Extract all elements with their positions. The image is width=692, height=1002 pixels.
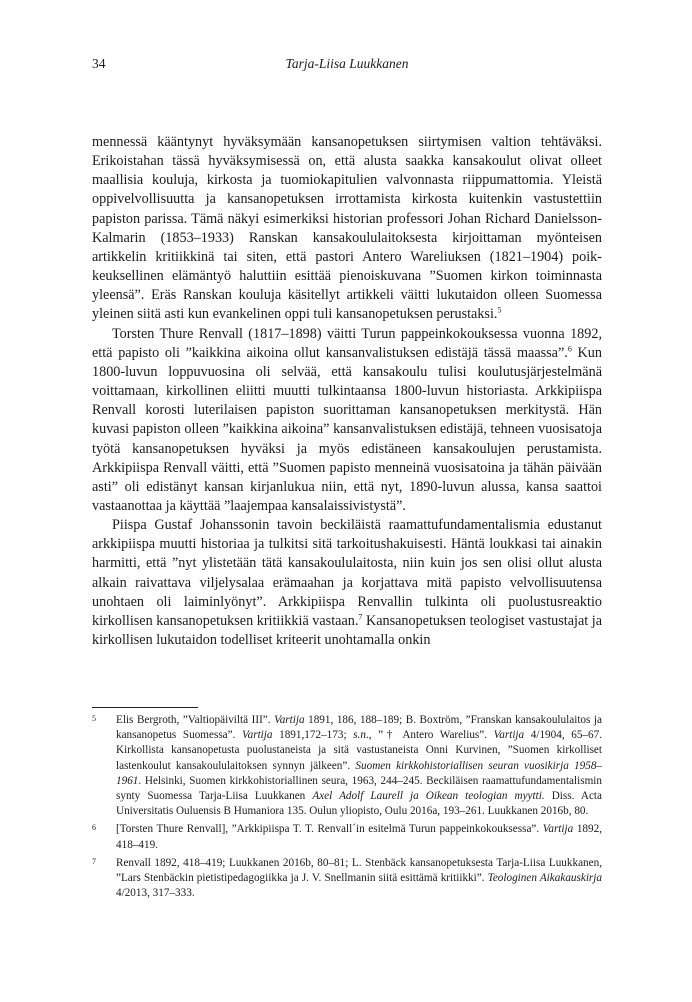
- footnotes: [92, 713, 602, 904]
- footnote: [92, 856, 602, 902]
- running-header: [92, 56, 602, 74]
- footnote: [92, 822, 602, 852]
- footnote-number: 6: [92, 823, 96, 833]
- body-text: [92, 133, 602, 650]
- page-number: 34: [92, 56, 106, 71]
- footnote-text: [Torsten Thure Renvall], ”Arkkipiispa T. T. Renvall´in esitelmä Turun pappeinkokouksessa”. Vartija 1892, 418–419.: [116, 823, 602, 851]
- running-title: Tarja-Liisa Luukkanen: [285, 56, 409, 71]
- footnote-divider: [92, 707, 198, 708]
- footnote-number: 5: [92, 714, 96, 723]
- footnote-ref[interactable]: 5: [497, 305, 502, 315]
- footnote-ref[interactable]: 6: [567, 343, 572, 353]
- paragraph: Torsten Thure Renvall (1817–1898) väitti Turun pappeinkokouksessa vuonna 1892, että papisto oli ”kaikkina aikoina ollut kansanvalistuksen edistäjä tässä maassa”.$^6$ Kun 1800-luvun loppuvuosina oli selvää, että kansakoulu tulisi koulutusjärjestelmänä voittamaan, kirkollinen eliitti muutti tulkintaansa 1800-luvun historiasta. Arkkipiispa Renvall korosti luterilaisen papiston suorittaman kansanopetuksen merkitystä. Hän kuvasi papiston olleen ”kaikkina aikoina” kansanvalistuksen edistäjä, tehneen vuosisatoja työtä kansanopetuksen hyväksi ja myös edistäneen kansakoulujen perustamista. Arkkipiispa Renvall väitti, että ”Suomen papisto menneinä vuosisatoina ja tähän päivään asti” oli edistänyt kansan kirjanlukua niin, että nyt, 1890-luvun alussa, kansa saattoi vastaanottaa ja käyttää ”laajempaa kansalaissivistystä”.: [92, 325, 602, 514]
- paragraph: mennessä kääntynyt hyväksymään kansanopetuksen siirtymisen valtion tehtäväksi. Erikoistahan tässä hyväksymisessä on, että alusta saakka kansakoulut olivat olleet maallisia kouluja, kirkosta ja tuomiokapitulien valvonnasta riippumattomia. Yleistä oppivelvollisuutta ja kansanopetuksen irrottamista kirkosta kuitenkin vastustettiin papiston parissa. Tämä näkyi esimerkiksi historian professori Johan Richard Danielsson-Kalmarin (1853–1933) Ranskan kansakoululaitoksesta kirjoittaman myönteisen artikkelin kritiikkinä tai siten, että pastori Antero Wareliuksen (1821–1904) poikkeuksellinen elämäntyö haluttiin esittää pienoiskuvana ”Suomen kirkon toiminnasta yleensä”. Eräs Ranskan kouluja käsitellyt artikkeli väitti lukutaidon olleen Suomessa yleinen siitä asti kun evankelinen oppi tuli kansanopetuksen perustaksi.$^5$: [92, 134, 602, 323]
- footnote: [92, 713, 602, 819]
- footnote-text: Elis Bergroth, ”Valtiopäiviltä III”. Vartija 1891, 186, 188–189; B. Boxtröm, ”Franskan kansakoululaitos ja kansanopetus Suomessa”. Vartija 1891,172–173; s.n., ”† Antero Warelius”. Vartija 4/1904, 65–67. Kirkollista kansanopetusta puolustaneista ja sitä vastustaneista Onni Kurvinen, ”Suomen kirkolliset lastenkoulut kansakoululaitoksen synnyn jälkeen”. Suomen kirkkohistoriallisen seuran vuosikirja 1958–1961. Helsinki, Suomen kirkkohistoriallinen seura, 1963, 244–245. Beckiläisen raamattufundamentalismin synty Suomessa Tarja-Liisa Luukkanen Axel Adolf Laurell ja Oikean teologian myytti. Diss. Acta Universitatis Ouluensis B Humaniora 135. Oulun yliopisto, Oulu 2016a, 193–261. Luukkanen 2016b, 80.: [116, 714, 603, 818]
- footnote-number: 7: [92, 856, 96, 866]
- footnote-text: Renvall 1892, 418–419; Luukkanen 2016b, 80–81; L. Stenbäck kansanopetuksesta Tarja-Liisa Luukkanen, ”Lars Stenbäckin pietistipedagogiikka ja J. V. Snellmanin siitä esittämä kritiikki”. Teologinen Aikakauskirja 4/2013, 317–333.: [116, 856, 602, 900]
- footnote-ref[interactable]: 7: [358, 612, 363, 622]
- paragraph: Piispa Gustaf Johanssonin tavoin beckiläistä raamattufundamentalismia edustanut arkkipiispa muutti historiaa ja tulkitsi sitä tarkoitushakuisesti. Häntä loukkasi tai ainakin harmitti, että ”nyt ylistetään tätä kansakoululaitosta, niin kuin jos sen olisi ollut alusta alkain raivattava viljelysalaa erämaahan ja korjattava mitä papisto velvollisuutensa unohtaen oli laiminlyönyt”. Arkkipiispa Renvallin tulkinta oli puolustusreaktio kirkollisen kansanopetuksen kritiikkiä vastaan.$^7$ Kansanopetuksen teologiset vastustajat ja kirkollisen lukutaidon todelliset kriteerit unohtamalla onkin: [92, 517, 602, 649]
